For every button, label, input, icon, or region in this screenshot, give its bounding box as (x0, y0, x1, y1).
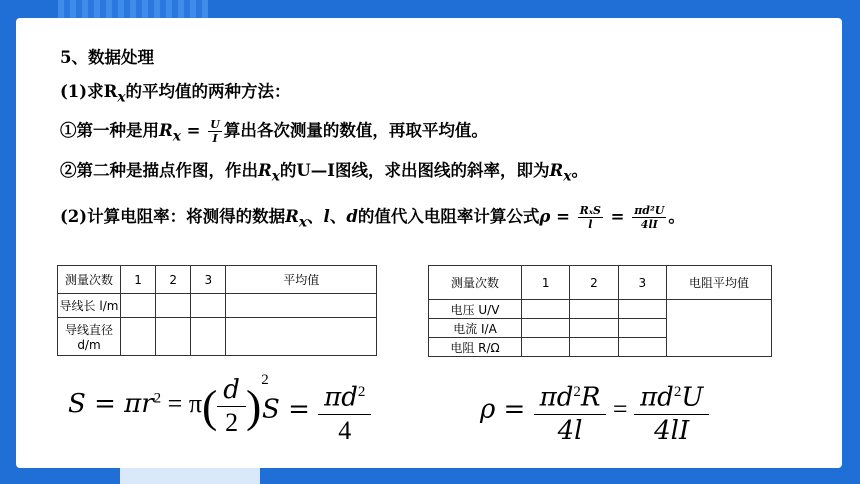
decorative-strip (120, 468, 260, 484)
area-formula-2: S = $\frac{\pi d^2}{4}$ (262, 376, 371, 447)
table-header: 测量次数 (429, 266, 522, 300)
rho-fraction-2: $\frac{\pi d^2U}{4lI}$ (634, 376, 709, 447)
table-header: 1 (121, 266, 156, 294)
row-label-current: 电流 I/A (429, 319, 522, 338)
table-header: 1 (522, 266, 570, 300)
table-cell[interactable] (156, 318, 191, 356)
question-1: (1)求$R_x$的平均值的两种方法： (60, 82, 291, 106)
table-header: 3 (618, 266, 666, 300)
table-header: 2 (156, 266, 191, 294)
table-cell[interactable] (121, 318, 156, 356)
rho-fraction-1: $\frac{\pi d^2R}{4l}$ (534, 376, 607, 447)
table-header: 电阻平均值 (667, 266, 772, 300)
resistivity-fraction-1: $\frac{\text{RₓS}}{l}$ (579, 204, 601, 231)
table-cell[interactable] (121, 294, 156, 318)
method-1: ①第一种是用$R_x$ = $\frac{U}{I}$ 算出各次测量的数值，再取平均值。 (60, 118, 488, 145)
table-cell[interactable] (156, 294, 191, 318)
table-cell[interactable] (570, 319, 618, 338)
resistance-measurement-table (428, 265, 772, 357)
question-2: (2)计算电阻率：将测得的数据$R_x$、l、d的值代入电阻率计算公式ρ = $\frac{\text{RₓS}}{l}$ = $\frac{\text{πd²U}}{4lI}$ 。 (60, 204, 685, 231)
table-cell[interactable] (618, 300, 666, 319)
table-cell[interactable] (570, 300, 618, 319)
row-label-length: 导线长 l/m (58, 294, 121, 318)
resistivity-formula: ρ = $\frac{\pi d^2R}{4l}$ = $\frac{\pi d^2U}{4lI}$ (480, 376, 709, 447)
resistivity-fraction-2: $\frac{\text{πd²U}}{4lI}$ (634, 204, 665, 231)
table-header: 测量次数 (58, 266, 121, 294)
table-cell[interactable] (570, 338, 618, 357)
table-cell[interactable] (226, 294, 377, 318)
decorative-tab (58, 0, 208, 18)
row-label-resistance: 电阻 R/Ω (429, 338, 522, 357)
table-cell[interactable] (522, 319, 570, 338)
table-cell[interactable] (191, 318, 226, 356)
table-cell[interactable] (191, 294, 226, 318)
table-header: 平均值 (226, 266, 377, 294)
row-label-voltage: 电压 U/V (429, 300, 522, 319)
area-formula-1: $S = \pi r^2 = \pi$( $\frac{d}{2}$ )$^2$ (68, 372, 269, 437)
table-header: 2 (570, 266, 618, 300)
wire-measurement-table (57, 265, 377, 356)
d-over-2-fraction: $\frac{d}{2}$ (217, 374, 246, 439)
table-cell[interactable] (522, 300, 570, 319)
method-2: ②第二种是描点作图，作出$R_x$的U—I图线，求出图线的斜率，即为$R_x$。 (60, 161, 588, 185)
area-fraction: $\frac{\pi d^2}{4}$ (318, 376, 371, 447)
average-resistance-cell[interactable] (667, 300, 772, 357)
row-label-diameter: 导线直径 d/m (58, 318, 121, 356)
table-cell[interactable] (618, 319, 666, 338)
table-cell[interactable] (618, 338, 666, 357)
table-header: 3 (191, 266, 226, 294)
table-cell[interactable] (226, 318, 377, 356)
table-cell[interactable] (522, 338, 570, 357)
ohm-law-fraction: $\frac{U}{I}$ (210, 118, 220, 145)
section-heading: 5、数据处理 (60, 48, 154, 67)
